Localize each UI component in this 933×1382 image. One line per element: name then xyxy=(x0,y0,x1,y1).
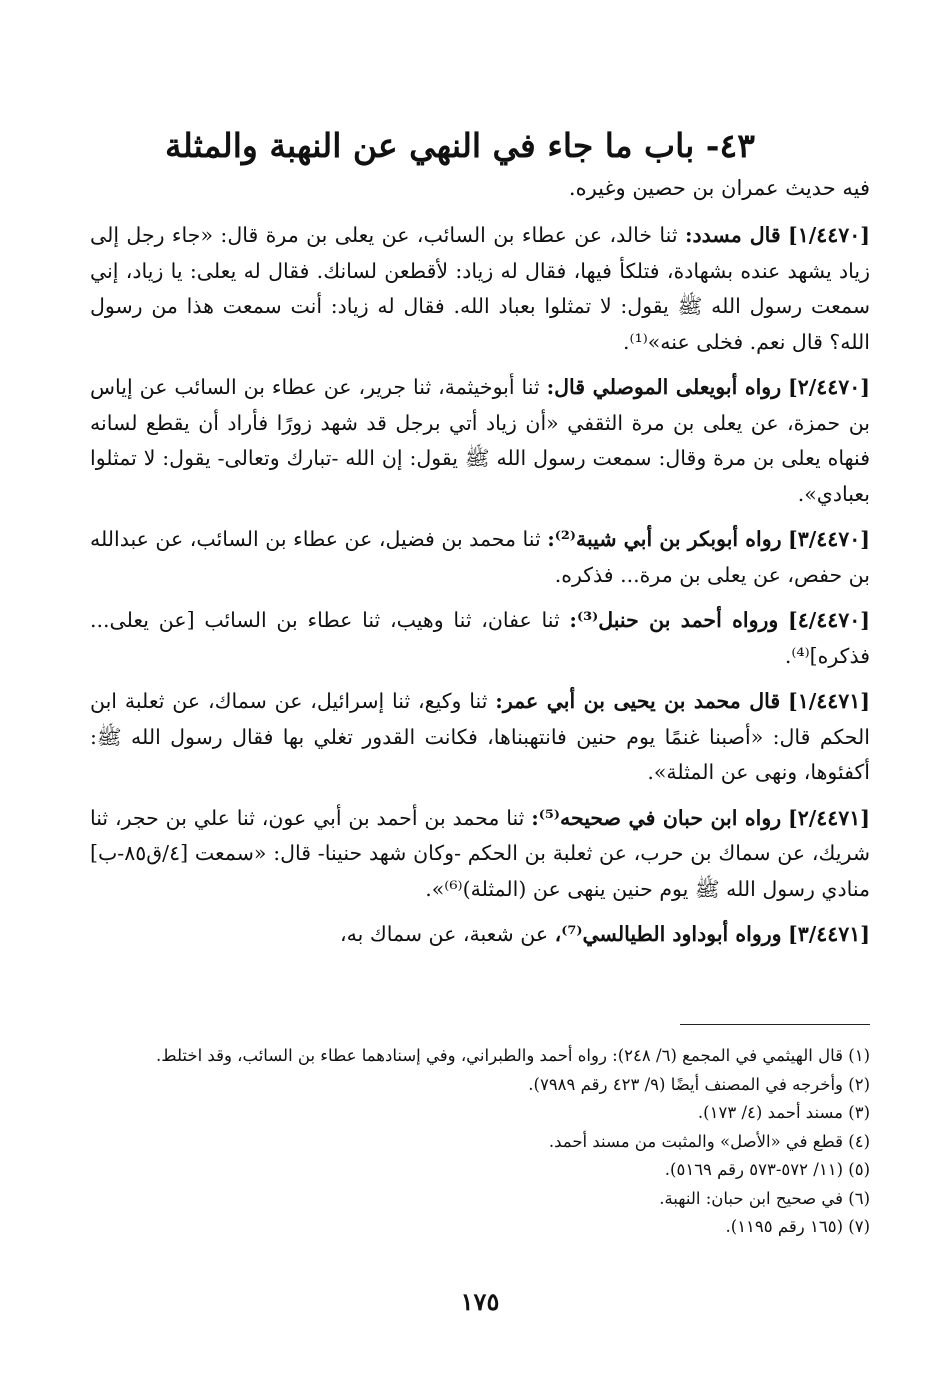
hadith-text: عن شعبة، عن سماك به، xyxy=(340,922,549,946)
hadith-source: رواه أبويعلى الموصلي قال: xyxy=(546,375,782,399)
hadith-source: ورواه أحمد بن حنبل⁽³⁾: xyxy=(569,608,779,632)
hadith-number: [٣/٤٤٧٠] xyxy=(788,527,870,551)
hadith-text: ثنا محمد بن فضيل، عن عطاء بن السائب، عن عبدالله بن حفص، عن يعلى بن مرة... فذكره. xyxy=(90,527,870,587)
hadith-list xyxy=(90,218,870,963)
hadith-source: قال محمد بن يحيى بن أبي عمر: xyxy=(495,689,781,713)
hadith-source: رواه أبوبكر بن أبي شيبة⁽²⁾: xyxy=(547,527,782,551)
hadith-source: رواه ابن حبان في صحيحه⁽⁵⁾: xyxy=(531,805,782,830)
hadith-entry xyxy=(90,370,870,512)
hadith-text: ثنا خالد، عن عطاء بن السائب، عن يعلى بن مرة قال: «جاء رجل إلى زياد يشهد عنده بشهادة، فتلكأ فيها، فقال له زياد: لأقطعن لسانك. فقال له يعلى: يا زياد، إني سمعت رسول الله ﷺ يقول: لا تمثلوا بعباد الله. فقال له زياد: أنت سمعت هذا من رسول الله؟ قال نعم. فخلى عنه»⁽¹⁾. xyxy=(90,223,870,354)
footnotes xyxy=(90,1042,870,1242)
hadith-text: ثنا عفان، ثنا وهيب، ثنا عطاء بن السائب [عن يعلى... فذكره]⁽⁴⁾. xyxy=(90,608,870,668)
document-page xyxy=(90,0,870,1382)
hadith-entry xyxy=(90,218,870,360)
chapter-title: ٤٣- باب ما جاء في النهي عن النهبة والمثلة xyxy=(165,126,755,166)
hadith-entry xyxy=(90,917,870,953)
footnote: (٤) قطع في «الأصل» والمثبت من مسند أحمد. xyxy=(548,1131,870,1151)
chapter-intro: فيه حديث عمران بن حصين وغيره. xyxy=(568,176,870,200)
footnote: (٥) (١١/ ٥٧٢-٥٧٣ رقم ٥١٦٩). xyxy=(664,1160,870,1179)
hadith-source: ورواه أبوداود الطيالسي⁽⁷⁾، xyxy=(554,922,782,946)
hadith-entry xyxy=(90,801,870,908)
hadith-number: [١/٤٤٧٠] xyxy=(788,223,870,247)
footnote: (٢) وأخرجه في المصنف أيضًا (٩/ ٤٢٣ رقم ٧٩٨٩). xyxy=(528,1074,870,1094)
footnote: (١) قال الهيثمي في المجمع (٦/ ٢٤٨): رواه أحمد والطبراني، وفي إسنادهما عطاء بن السائب، وقد اختلط. xyxy=(156,1046,870,1065)
hadith-entry xyxy=(90,522,870,593)
hadith-text: ثنا محمد بن أحمد بن أبي عون، ثنا علي بن حجر، ثنا شريك، عن سماك بن حرب، عن ثعلبة بن الحكم -وكان شهد حنينا- قال: «سمعت [٤/ق٨٥-ب] منادي رسول الله ﷺ يوم حنين ينهى عن (المثلة)⁽⁶⁾». xyxy=(90,805,870,901)
hadith-number: [١/٤٤٧١] xyxy=(788,689,870,713)
footnote: (٦) في صحيح ابن حبان: النهبة. xyxy=(659,1188,870,1208)
footnote: (٧) (١٦٥ رقم ١١٩٥). xyxy=(725,1217,870,1236)
hadith-source: قال مسدد: xyxy=(684,223,781,247)
footnote: (٣) مسند أحمد (٤/ ١٧٣). xyxy=(697,1103,870,1122)
hadith-entry xyxy=(90,684,870,791)
hadith-text: ثنا وكيع، ثنا إسرائيل، عن سماك، عن ثعلبة ابن الحكم قال: «أصبنا غنمًا يوم حنين فانتهبناها، فكانت القدور تغلي بها فقال رسول الله ﷺ: أكفئوها، ونهى عن المثلة». xyxy=(90,689,870,784)
hadith-number: [٣/٤٤٧١] xyxy=(788,922,870,946)
hadith-text: ثنا أبوخيثمة، ثنا جرير، عن عطاء بن السائب عن إياس بن حمزة، عن يعلى بن مرة الثقفي «أن زياد أتي برجل قد شهد زورًا فأراد أن يقطع لسانه فنهاه يعلى بن مرة وقال: سمعت رسول الله ﷺ يقول: إن الله -تبارك وتعالى- يقول: لا تمثلوا بعبادي». xyxy=(90,375,870,506)
footnote-divider xyxy=(680,1024,870,1025)
hadith-number: [٤/٤٤٧٠] xyxy=(788,608,870,632)
page-number: ١٧٥ xyxy=(460,1287,500,1316)
hadith-number: [٢/٤٤٧١] xyxy=(788,805,870,830)
hadith-number: [٢/٤٤٧٠] xyxy=(788,375,870,399)
hadith-entry xyxy=(90,603,870,674)
